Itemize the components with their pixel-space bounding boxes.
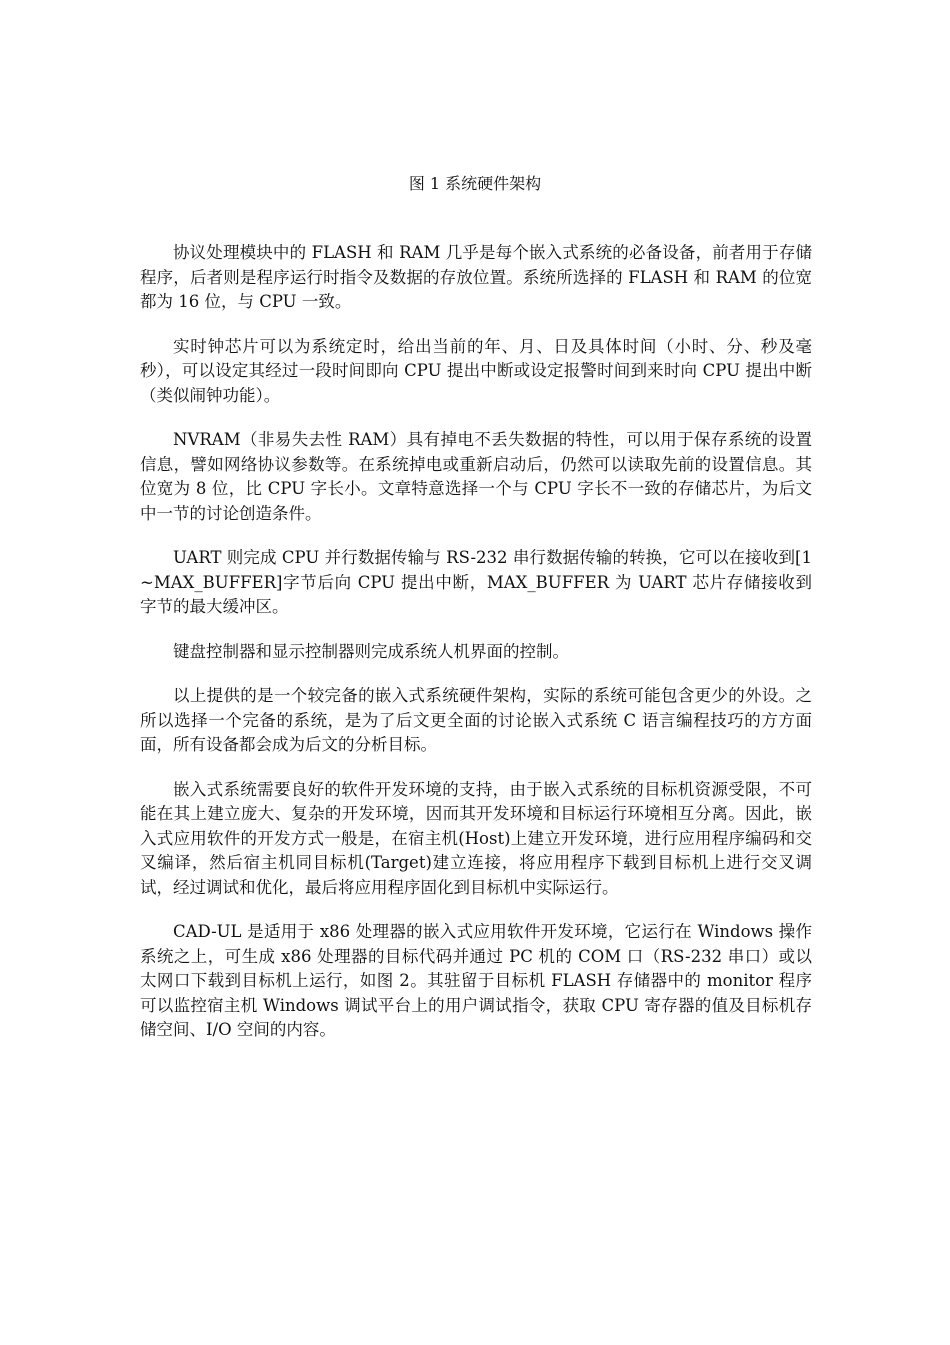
paragraph-flash-ram: 协议处理模块中的 FLASH 和 RAM 几乎是每个嵌入式系统的必备设备，前者用于存储程序，后者则是程序运行时指令及数据的存放位置。系统所选择的 FLASH 和 RAM 的位宽都为 16 位，与 CPU 一致。 bbox=[140, 243, 812, 311]
body-text bbox=[140, 241, 812, 1063]
paragraph-uart: UART 则完成 CPU 并行数据传输与 RS-232 串行数据传输的转换，它可以在接收到[1~MAX_BUFFER]字节后向 CPU 提出中断，MAX_BUFFER 为 UART 芯片存储接收到字节的最大缓冲区。 bbox=[140, 548, 812, 616]
paragraph-dev-environment: 嵌入式系统需要良好的软件开发环境的支持，由于嵌入式系统的目标机资源受限，不可能在其上建立庞大、复杂的开发环境，因而其开发环境和目标运行环境相互分离。因此，嵌入式应用软件的开发方式一般是，在宿主机(Host)上建立开发环境，进行应用程序编码和交叉编译，然后宿主机同目标机(Target)建立连接，将应用程序下载到目标机上进行交叉调试，经过调试和优化，最后将应用程序固化到目标机中实际运行。 bbox=[140, 779, 812, 897]
paragraph-nvram: NVRAM（非易失去性 RAM）具有掉电不丢失数据的特性，可以用于保存系统的设置信息，譬如网络协议参数等。在系统掉电或重新启动后，仍然可以读取先前的设置信息。其位宽为 8 位，比 CPU 字长小。文章特意选择一个与 CPU 字长不一致的存储芯片，为后文中一节的讨论创造条件。 bbox=[140, 430, 812, 523]
paragraph-rtc: 实时钟芯片可以为系统定时，给出当前的年、月、日及具体时间（小时、分、秒及毫秒），可以设定其经过一段时间即向 CPU 提出中断或设定报警时间到来时向 CPU 提出中断（类似闹钟功能）。 bbox=[140, 336, 812, 405]
paragraph-cad-ul: CAD-UL 是适用于 x86 处理器的嵌入式应用软件开发环境，它运行在 Windows 操作系统之上，可生成 x86 处理器的目标代码并通过 PC 机的 COM 口（RS-232 串口）或以太网口下载到目标机上运行，如图 2。其驻留于目标机 FLASH 存储器中的 monitor 程序可以监控宿主机 Windows 调试平台上的用户调试指令，获取 CPU 寄存器的值及目标机存储空间、I/O 空间的内容。 bbox=[140, 922, 812, 1039]
figure-caption: 图 1 系统硬件架构 bbox=[408, 174, 542, 193]
paragraph-keyboard-display: 键盘控制器和显示控制器则完成系统人机界面的控制。 bbox=[173, 641, 569, 661]
paragraph-architecture-summary: 以上提供的是一个较完备的嵌入式系统硬件架构，实际的系统可能包含更少的外设。之所以选择一个完备的系统，是为了后文更全面的讨论嵌入式系统 C 语言编程技巧的方方面面，所有设备都会成为后文的分析目标。 bbox=[140, 686, 812, 754]
